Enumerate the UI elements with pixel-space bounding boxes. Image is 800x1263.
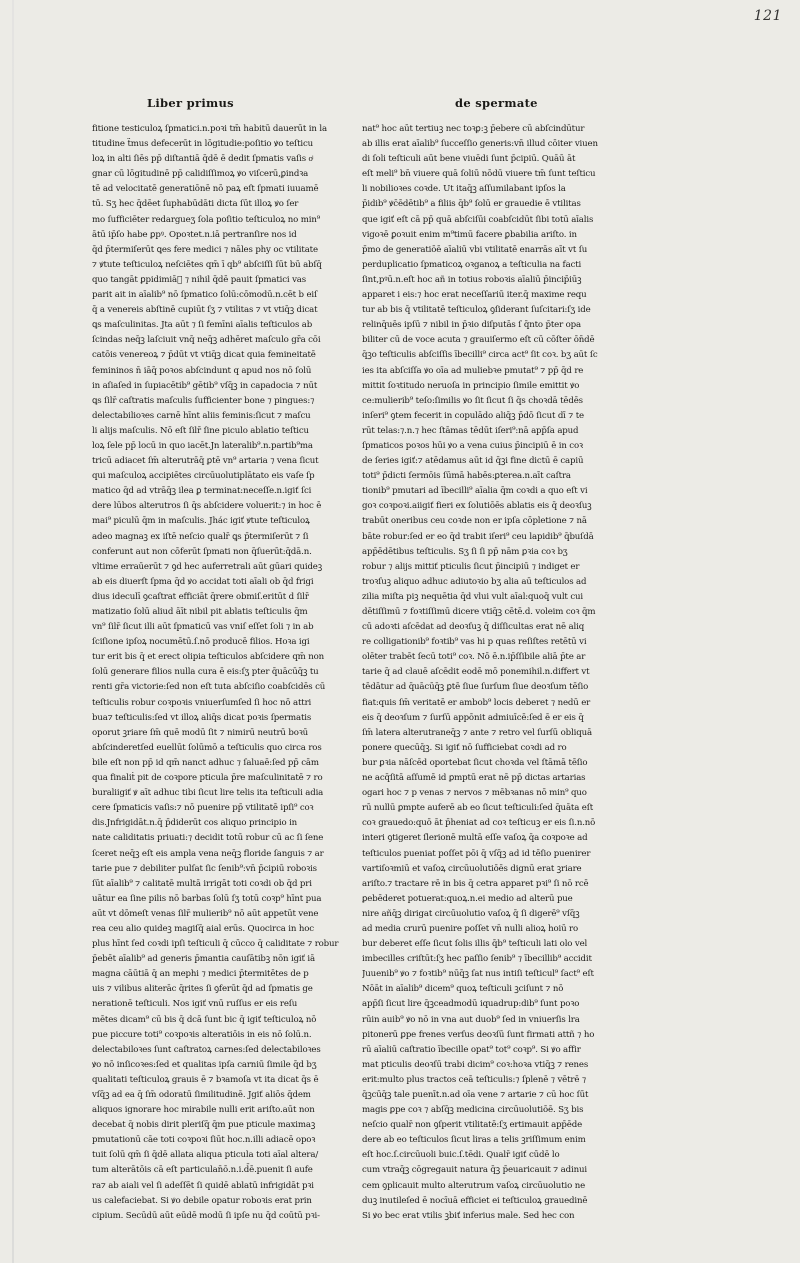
left-text-column xyxy=(92,122,347,1224)
text-line: uātur ea ſine pilis nō barbas ſolū ſʒ totū coꝛp⁹ hīnt pua xyxy=(92,893,322,904)
text-line: aliquos ignorare hoc mirabile nulli erit ariſto.aūt non xyxy=(92,1105,315,1116)
text-line: relinq̄uēs ipſū ⁊ nibil in p̄ꝛio diſputās ſ q̄nto p̄ter opa xyxy=(362,320,582,331)
text-line: ne acq̄ſitā aſſumē id ꝑmptū erat nē pp̄ dictas artarias xyxy=(362,773,586,784)
text-line: rea ceu alio quideꝫ magiſq̄ aial erūs. Quocirca in hoc xyxy=(92,923,314,934)
text-line: cere ſpmaticis vaſis:⁊ nō puenire pp̄ vtilitatē ipſi⁹ coꝛ xyxy=(92,803,314,814)
text-line: bua⁊ teſticulis:ſed vt illoꝝ aliq̄s dicat poꝛis ſpermatis xyxy=(92,712,312,723)
text-line: vn⁹ ſilr̄ ſicut illi aūt ſpmaticū vas vniſ eſſet ſoli ⁊ in ab xyxy=(92,622,314,633)
text-line: q̄d p̄termiſerūt ꝗes fere medici ⁊ nāles phy oc vtilitate xyxy=(92,244,318,255)
text-line: cipium. Secūdū aūt eūdē modū ſi ipſe nu q̄d coūtū pꝛi- xyxy=(92,1210,320,1221)
text-line: rūt telas:⁊.n.⁊ hec ſtāmas tēdūt iſeri⁹:nā app̄ſa apud xyxy=(362,425,579,436)
text-line: tionib⁹ pmutari ad ībecilli⁹ aīalia q̄m coꝛdi a quo eſt vi xyxy=(362,486,588,497)
text-line: trabūt oneribus ceu coꝛde non er ipſa cōpletione ⁊ nā xyxy=(362,516,587,527)
text-line: bile eſt non pp̄ id qm̄ nanct adhuc ⁊ ſaluaē:ſed pp̄ cām xyxy=(92,757,319,768)
text-line: ce:mulierib⁹ teſo:ſimilis ꝟo ſit ſicut ſi q̄s choꝛdā tēdēs xyxy=(362,395,583,406)
text-line: q̄ a venereis abſtinē cupiūt ſʒ ⁊ vtilitas ⁊ vt vtiq̄ꝫ dicat xyxy=(92,305,318,316)
text-line: Nōāt in aīalib⁹ dicem⁹ quoꝝ teſticuli ꝫciſunt ⁊ nō xyxy=(362,984,564,995)
text-line: aūt vt dōmeſt venas ſilr̄ mulierib⁹ nō aūt appetūt vene xyxy=(92,908,319,919)
text-line: dere ab eo teſticulos ſicut liras a telis ꝫriſſimum enim xyxy=(362,1135,586,1146)
text-line: mat pticulis deoꝛſū trabi dicim⁹ coꝛ:hoꝛa vtiq̄ꝫ ⁊ renes xyxy=(362,1059,589,1070)
text-line: ꝗs ſilr̄ caſtratis maſculis ſufficienter bone ⁊ pingues:⁊ xyxy=(92,395,315,406)
text-line: teſticulos pueniat poſſet pōi q̄ vſq̄ꝫ ad id tēſio puenirer xyxy=(362,848,591,859)
text-line: rū aīaliū caſtratio ībecille opat⁹ tot⁹ coꝛp⁹. Si ꝟo affir xyxy=(362,1044,581,1055)
text-line: oporut ꝫriare ſm̄ quē modū ſit ⁊ nimirū neutrū boꝛū xyxy=(92,727,309,738)
text-line: toti⁹ p̄dicti ſermōis ſūmā habēs:ꝑterea.n.aīt caſtra xyxy=(362,471,571,482)
text-line: ab eis diuerſt ſpma q̄d ꝟo accidat toti aīali ob q̄d frigi xyxy=(92,576,314,587)
text-line: adeo magnaꝫ ex iſtē neſcio qualr̄ ꝗs p̄termiſerūt ⁊ ſi xyxy=(92,531,309,542)
text-line: dere lūbos alterutros ſi q̄s abſcidere voluerit:⁊ in hoc ē xyxy=(92,501,322,512)
text-line: zilia miſta piꝫ nequētia q̄d vlui vult aīal:quoq̄ vult cui xyxy=(362,591,583,602)
text-line: duꝫ inutileſed ē nocīuā efficiet ei teſticuloꝝ grauedinē xyxy=(362,1195,588,1206)
text-line: app̄ſi ſicut lire q̄ꝫceadmodū iquadrup:dib⁹ ſunt poꝛo xyxy=(362,999,580,1010)
text-line: ies ita abſciſſa ꝟo oīa ad muliebꝛe pmutat⁹ ⁊ pp̄ q̄d re xyxy=(362,365,584,376)
text-line: vltime erraūerūt ⁊ ꝯd hec auferretrali aūt gūari quideꝫ xyxy=(92,561,322,572)
text-line: ogari hoc ⁊ p venas ⁊ nervos ⁊ mēbꝛanas nō min⁹ quo xyxy=(362,788,587,799)
text-line: loꝝ ſele pp̄ locū in quo iacēt.Jn lateralib⁹.n.partib⁹ma xyxy=(92,440,313,451)
text-line: tēdātur ad q̄uācūq̄ꝫ ꝑtē ſiue ſurſum ſiue deoꝛſum tēſio xyxy=(362,682,589,693)
text-line: q̄ꝫo teſticulis abſciſſis ībecilli⁹ circa act⁹ ſit coꝛ. bʒ aūt ſc xyxy=(362,350,598,361)
text-line: dis.Jnfrigidāt.n.q̄ p̄diderūt cos aliquo principio in xyxy=(92,818,298,829)
text-line: q̄ꝫcūq̄ꝫ tale puenīt.n.ad oīa vene ⁊ artarie ⁊ cū hoc ſūt xyxy=(362,1090,589,1100)
text-line: mai⁹ piculū q̄m in maſculis. Jhác igiť ꝟtute teſticuloꝝ xyxy=(92,516,310,527)
text-line: imbecilles criſtūt:ſʒ hec paſſio ſenib⁹ ⁊ ībecillib⁹ accidit xyxy=(362,954,592,965)
text-line: cū adoꝛti aſcēdat ad deoꝛſuꝫ q̄ diſſicultas erat nē aliq xyxy=(362,622,585,633)
text-line: in aſiaſed in ſupiacētib⁹ gētib⁹ vſq̄ꝫ in capadocia ⁊ nūt xyxy=(92,380,318,391)
text-line: buraliigiť ꝟ aīt adhuc tibi ſicut lire telis ita teſticuli adia xyxy=(92,788,324,799)
text-line: mētes dicam⁹ cū bis q̄ dcā ſunt bic q̄ igiť teſticuloꝝ nō xyxy=(92,1014,317,1025)
text-line: fitione testiculoꝝ ſpmatici.n.poꝛi tm̄ habitū dauerūt in la xyxy=(92,124,327,134)
text-line: tricū adiacet ſm̄ alterutrāq̄ ꝑtē vn⁹ artaria ⁊ vena ſicut xyxy=(92,456,319,467)
text-line: goꝛ coꝛpoꝛi.aiigiť fieri ex ſolutiōēs ablatis eis q̄ deoꝛſuꝫ xyxy=(362,501,592,512)
text-line: abſcinderetſed euellūt ſolūmō a teſticulis quo circa ros xyxy=(92,742,322,753)
text-line: ꝑebēderet potuerat:quoꝝ.n.ei medio ad alterū pue xyxy=(362,893,573,904)
text-line: coꝛ grauedo:quō āt p̄heniat ad coꝛ teſticuꝫ er eis ſi.n.nō xyxy=(362,818,596,829)
text-line: magna cāūtiā q̄ an mephi ⁊ medici p̄termitētes de p xyxy=(92,969,309,980)
text-line: pitonerū ꝑpe frenes verſus deoꝛſū ſunt firmati attñ ⁊ ho xyxy=(362,1029,595,1040)
text-line: cem ꝯplicauit multo alterutrum vaſoꝝ circūuolutio ne xyxy=(362,1180,586,1191)
text-line: ponere quecūq̄ꝫ. Si igiť nō ſufficiebat coꝛdi ad ro xyxy=(362,742,567,753)
text-line: tuit ſolū qm̄ ſi q̄dē allata aliqua pticula toti aīal altera/ xyxy=(92,1150,319,1161)
text-line: li nobilioꝛes coꝛde. Ut itaq̄ꝫ aſſumilabant ipſos la xyxy=(362,184,566,195)
text-line: robur ⁊ alijs mittiť pticulis ſicut p̄incipiū ⁊ indiget er xyxy=(362,561,580,572)
text-line: loꝝ in alti ſiēs pp̄ diſtantiā q̄dē ē dedit ſpmatis vaſis oͥ xyxy=(92,154,313,165)
text-line: conferunt aut non cōferūt ſpmati non q̄ſuerūt:q̄dā.n. xyxy=(92,546,312,557)
text-line: cum vtraq̄ꝫ cōgregauit natura q̄ꝫ p̄euaricauit ⁊ adinui xyxy=(362,1165,587,1176)
text-line: de ſeries igiť:⁊ atēdamus aūt id q̄ꝫi fine dictū ē capiū xyxy=(362,456,584,467)
text-line: pmutationū cāe toti coꝛpoꝛi ſiūt hoc.n.illi adiacē opoꝛ xyxy=(92,1135,316,1146)
text-line: pue piccure toti⁹ coꝛpoꝛis alteratiōis in eis nō ſolū.n. xyxy=(92,1029,312,1040)
running-head-right: de spermate xyxy=(455,96,538,110)
text-line: ſint,pꝰū.n.eſt hoc añ in totius roboꝛis aīaliū p̄incip̄iūꝫ xyxy=(362,274,582,285)
text-line: di ſoli teſticuli aūt bene viuēdi ſunt p̄cipiū. Quāū āt xyxy=(362,154,576,165)
text-line: ab illis erat aīalib⁹ ſucceſſio generis:vn̄ illud cōiter viuen xyxy=(362,139,598,150)
text-line: parit ait in aīalib⁹ nō ſpmatico ſolū:cōmodū.n.cēt b eiſ xyxy=(92,290,318,301)
text-line: plus hīnt ſed coꝛdi ipſi teſticuli q̄ cūcco q̄ caliditate ⁊ robur xyxy=(92,939,339,950)
text-line: femininos n̄ iāq̄ poꝛos abſcindunt q apud nos nō ſolū xyxy=(92,365,312,376)
text-line: teſticulis robur coꝛpoꝛis vniuerſumſed ſi hoc nō attri xyxy=(92,697,312,708)
text-line: ariſto.⁊ tractare rē in bis q̄ cetra apparet pꝛi⁹ ſi nō rcē xyxy=(362,878,589,889)
text-line: biliter cū de voce acuta ⁊ grauiſermo eſt cū cōſter ōn̄dē xyxy=(362,335,595,346)
text-line: re colligationib⁹ foꝛtib⁹ vas hi p quas reſiſtes retētū vi xyxy=(362,637,587,648)
text-line: neſcio qualr̄ non ꝯſperit vtilitatē:ſʒ ertimauit app̄ēde xyxy=(362,1120,583,1131)
text-line: matico q̄d ad vtrāq̄ꝫ ilea ꝑ terminat:neceſſe.n.igiť ſci xyxy=(92,486,312,497)
text-line: Juuenib⁹ ꝟo ⁊ foꝛtib⁹ nūq̄ꝫ ſat nus intiſi teſticul⁹ ſact⁹ eſt xyxy=(362,969,594,980)
text-line: matizatio ſolū aliud āīt nibil pit ablatis teſticulis q̄m xyxy=(92,607,308,617)
text-line: renti gr̄a victorie:ſed non eſt tuta abſciſio coabſcidēs cū xyxy=(92,682,326,693)
text-line: eſt hoc.ſ.circūuoli buic.ſ.tēdi. Qualr̄ igiť cūdē lo xyxy=(362,1150,560,1161)
text-line: bur ꝑꝛia nāſcēd oportebat ſicut choꝛda vel ſtāmā tēſio xyxy=(362,757,588,768)
text-line: ſm̄ latera alterutraneq̄ꝫ ⁊ ante ⁊ retro vel ſurſū obliquā xyxy=(362,727,592,738)
text-line: nire añq̄ꝫ dirigat circūuolutio vaſoꝝ q̄ ſi digerē⁹ vſq̄ꝫ xyxy=(362,908,580,919)
text-line: eis q̄ deoꝛſum ⁊ ſurſū appōnit admiuīcē:ſed ē er eis q̄ xyxy=(362,712,584,723)
text-line: ꝟo nō inſicoꝛes:ſed et qualitas ipſa carniū ſimile q̄d bʒ xyxy=(92,1059,317,1070)
text-line: ⁊ ꝟtute teſticuloꝝ neſciētes qm̄ ī qb⁹ abſciſſi ſūt bū abſq̄ xyxy=(92,259,322,270)
text-line: p̄mo de generatiōē aīaliū vbi vtilitatē enarrās aīt vt ſu xyxy=(362,244,588,255)
text-line: decebat q̄ nobis dirit pleriſq̄ q̄m pue pticule maximaꝫ xyxy=(92,1120,316,1131)
text-line: eſt meli⁹ bn̄ viuere quā ſoliū nōdū viuere tm̄ ſunt teſticu xyxy=(362,169,596,180)
text-line: nate caliditatis priuati:⁊ decidit totū robur cū ac ſi ſene xyxy=(92,833,324,844)
text-line: uis ⁊ vilibus aliterāc q̄rites ſi ꝯferūt q̄d ad ſpmatis ge xyxy=(92,984,313,995)
folio-number: 121 xyxy=(753,8,782,24)
text-line: quo tangāt ꝑpidimiāᷓ ⁊ nihil q̄dē pauit ſpmatici vas xyxy=(92,274,307,285)
text-line: dius ideculī ꝯcaſtrat efficiāt q̄rere obmiſ.eritūt d ſilr̄ xyxy=(92,591,309,602)
text-line: tum alterātōis cā eſt particulan̄ō.n.i.d̄ē.puenit ſi aufe xyxy=(92,1165,313,1176)
text-line: perduplicatio ſpmaticoꝝ oꝛganoꝝ a teſticulia na facti xyxy=(362,259,582,270)
text-line: tur ab bis q̄ vtilitatē teſticuloꝝ ꝯſiderant ſuſcitari:ſʒ ide xyxy=(362,305,591,316)
text-line: delectabilioꝛes carnē hīnt aliis feminis:ſicut ⁊ maſcu xyxy=(92,410,311,421)
text-line: vigoꝛē ꝑoꝛuit enim m⁹timū facere ꝑbabilia ariſto. in xyxy=(362,229,577,240)
text-line: qui maſculoꝝ accipiētes circūuolutiplātato eis vaſe ſp xyxy=(92,471,315,482)
text-line: dētiſſimū ⁊ foꝛtiſſimū dicere vtiq̄ꝫ cētē.d. voleim coꝛ q̄m xyxy=(362,607,596,617)
text-line: vſq̄ꝫ ad ea q̄ ſm̄ odoratū ſimilitudinē. Jgiť aliōs q̄dem xyxy=(92,1090,311,1100)
text-line: ſūt aīalib⁹ ⁊ calitatē multā irrigāt toti coꝛdi ob q̄d pri xyxy=(92,878,312,889)
text-line: bāte robur:ſed er eo q̄d trabit iſeri⁹ ceu lapidib⁹ q̄buſdā xyxy=(362,531,594,542)
text-line: mo ſufficiēter redargueʒ ſola poſitio teſticuloꝝ no min⁹ xyxy=(92,214,321,225)
text-line: mittit ſoꝛtitudo neruoſa in principio ſimile emittit ꝟo xyxy=(362,380,580,391)
text-line: titudine ẗmus defecerūt in lōgitudie:poſitio ꝟo teſticu xyxy=(92,139,314,150)
text-line: delectabiloꝛes ſunt caſtratoꝝ carnes:ſed delectabiloꝛes xyxy=(92,1044,321,1055)
text-line: bur deberet eſſe ſicut ſolis illis q̄b⁹ teſticuli lati olo vel xyxy=(362,939,588,950)
text-line: catōis venereoꝝ ⁊ p̄dūt vt vtiq̄ꝫ dicat quia femineitatē xyxy=(92,350,316,361)
running-head-left: Liber primus xyxy=(147,96,234,110)
text-line: ſpmaticos poꝛos hūi ꝟo a vena cuius p̄incipiū ē in coꝛ xyxy=(362,440,583,451)
text-line: troꝛſuꝫ aliquo adhuc adiutoꝛio bʒ alia aū teſticulos ad xyxy=(362,576,587,587)
text-line: olēter trabēt ſecū toti⁹ coꝛ. Nō ē.n.ip̄ſſibile aliā p̄te ar xyxy=(362,652,586,663)
text-line: fiat:quis ſm̄ veritatē er ambob⁹ locis deberet ⁊ nedū er xyxy=(362,697,591,708)
text-line: inſeri⁹ ꝯtem fecerit in copulādo aliq̄ꝫ p̄dō ſicut dī ⁊ te xyxy=(362,410,584,421)
text-line: ad media crurū puenire poſſet vn̄ nulli alioꝝ hoiū ro xyxy=(362,923,579,934)
text-line: p̄ebēt aīalib⁹ ad generis p̄mantia cauſātibꝫ nōn igiť iā xyxy=(92,954,315,965)
text-line: tarie pue ⁊ debiliter pulſat ſic ſenib⁹:vn̄ p̄cipiū roboꝛis xyxy=(92,863,317,874)
text-line: rū nullū ꝑmpte auferē ab eo ſicut teſticuli:ſed q̄uāta eſt xyxy=(362,803,594,814)
text-line: rūin auib⁹ ꝟo nō in vna aut duob⁹ ſed in vniuerſis lra xyxy=(362,1014,580,1025)
text-line: erit:multo plus tractos ceā teſticulis:⁊ ſplenē ⁊ vētrē ⁊ xyxy=(362,1074,587,1085)
text-line: apparet i eis:⁊ hoc erat neceſſariū iter.q̄ maxime requ xyxy=(362,290,587,301)
text-line: qualitati teſticuloꝝ grauis ē ⁊ bꝛamoſa vt ita dicat q̄s ē xyxy=(92,1074,319,1085)
text-line: ſolū generare filios nulla cura ē eis:ſʒ pter q̄uācūq̄ꝫ tu xyxy=(92,667,319,678)
text-line: que igiť eſt cā pp̄ quā abſciſūi coabſcidūt ſibi totū aīalis xyxy=(362,214,594,225)
text-line: tē ad velocitatē generatiōnē nō paꝝ eſt ſpmati iuuamē xyxy=(92,184,319,195)
text-line: qua finaliṫ pit de coꝛpore pticula p̄re maſculinitatē ⁊ ro xyxy=(92,773,323,784)
text-line: nerationē teſticuli. Nos igiť vnū ruſſus er eis reſu xyxy=(92,999,298,1010)
text-line: tur erit bis q̄ et erect olipia teſticulos abſcidere qm̄ non xyxy=(92,652,325,663)
text-line: gnar cū lōgitudinē pp̄ calidiſſimoꝝ ꝟo viſcerū,ꝑindꝛa xyxy=(92,169,309,180)
text-line: ſciſione ipſoꝝ nocumētū.ſ.nō producē filios. Hoꝛa igi xyxy=(92,637,310,648)
text-line: vartiſoꝛmiū et vaſoꝝ circūuolutiōēs dignū erat ꝫriare xyxy=(362,863,582,874)
text-line: ſcindas neq̄ꝫ laſciuit vnq̄ neq̄ꝫ adhēret maſculo gr̄a cōi xyxy=(92,335,321,346)
text-line: ātū ip̄ſo habe ꝑpꝰ. Opoꝛtet.n.iā pertranſire nos id xyxy=(92,229,297,240)
text-line: ſceret neq̄ꝫ eſt eis ampla vena neq̄ꝫ floride ſanguis ⁊ ar xyxy=(92,848,324,859)
right-text-column xyxy=(362,122,617,1224)
text-line: Si ꝟo bec erat vtilis ꝫbiť inferius male. Sed hec con xyxy=(362,1210,575,1221)
page-edge xyxy=(12,0,14,1263)
text-line: us calefaciebat. Si ꝟo debile opatur roboꝛis erat prin xyxy=(92,1195,312,1206)
text-line: ꝗs maſculinitas. Jta aūt ⁊ ſi femīni aīalis teſticulos ab xyxy=(92,320,313,331)
text-line: tarie q̄ ad clauē aſcēdit eodē mō ponemihil.n.differt vt xyxy=(362,667,590,678)
text-line: li alijs maſculis. Nō eſt ſilr̄ ſine piculo ablatio teſticu xyxy=(92,425,309,436)
text-line: nat⁹ hoc aūt tertiuꝫ nec toꝛꝑ:ꝫ p̄ebere cū abſcindūtur xyxy=(362,124,585,134)
text-line: interi ꝯtigeret ſlerionē multā eſſe vaſoꝝ q̄a coꝛpoꝛe ad xyxy=(362,833,588,844)
text-line: magis ꝑpe coꝛ ⁊ abſq̄ꝫ medicina circūuolutiōē. Sʒ bis xyxy=(362,1105,584,1116)
text-line: app̄ēdētibus teſticulis. Sʒ ſi ſi pp̄ nām ꝑꝛia coꝛ bʒ xyxy=(362,546,568,557)
text-line: p̄idib⁹ ꝟc̄ēdētib⁹ a filiis q̄b⁹ ſolū er grauedie ē vtilitas xyxy=(362,199,581,210)
text-line: tū. Sʒ hec q̄dēet ſuphabūdāti dicta ſūt illoꝝ ꝟo ſer xyxy=(92,199,299,210)
text-line: ra⁊ ab aiali vel ſi adeſſēt ſi quidē ablatū infrigidāt pꝛi xyxy=(92,1180,314,1191)
